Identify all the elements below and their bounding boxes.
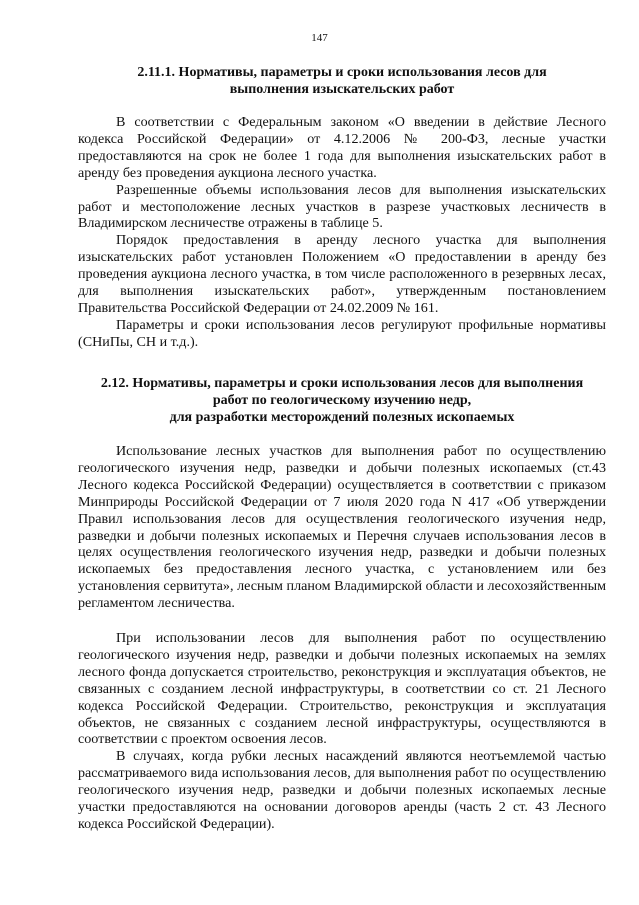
section-2-12-body-1 [78,443,606,612]
paragraph: При использовании лесов для выполнения работ по осуществлению геологического изучения недр, разведки и добычи полезных ископаемых на землях лесного фонда допускается строительство, реконструкция и эксплуатация объектов, не связанных с созданием лесной инфраструктуры, в соответствии со ст. 21 Лесного кодекса Российской Федерации. Строительство, реконструкция и эксплуатация объектов, не связанных с созданием лесной инфраструктуры, осуществляются в соответствии с проектом освоения лесов. [78,630,606,748]
section-title-line: 2.11.1. Нормативы, параметры и сроки использования лесов для [137,65,547,80]
paragraph: В соответствии с Федеральным законом «О введении в действие Лесного кодекса Российской Федерации» от 4.12.2006 № 200-ФЗ, лесные участки предоставляются на срок не более 1 года для выполнения изыскательских работ в аренду без проведения аукциона лесного участка. [78,114,606,181]
page-number: 147 [311,32,328,44]
paragraph: Порядок предоставления в аренду лесного участка для выполнения изыскательских работ установлен Положением «О предоставлении в аренду без проведения аукциона лесного участка, в том числе расположенного в резервных лесах, для выполнения изыскательских работ», утвержденным постановлением Правительства Российской Федерации от 24.02.2009 № 161. [78,232,606,316]
paragraph: Разрешенные объемы использования лесов для выполнения изыскательских работ и местоположение лесных участков в разрезе участковых лесничеств в Владимирском лесничестве отражены в таблице 5. [78,181,606,232]
section-2-11-1-body [78,114,606,351]
paragraph: Использование лесных участков для выполнения работ по осуществлению геологического изучения недр, разведки и добычи полезных ископаемых (ст.43 Лесного кодекса Российской Федерации) осуществляется в соответствии с приказом Минприроды Российской Федерации от 7 июля 2020 года N 417 «Об утверждении Правил использования лесов для осуществления геологического изучения недр, разведки и добычи полезных ископаемых и Перечня случаев использования лесов в целях осуществления геологического изучения недр, разведки и добычи полезных ископаемых без предоставления лесного участка, с установлением или без установления сервитута», лесным планом Владимирской области и лесохозяйственным регламентом лесничества. [78,443,606,612]
section-title-line: 2.12. Нормативы, параметры и сроки использования лесов для выполнения [100,376,584,391]
section-2-11-1-title [78,64,606,98]
section-title-line: для разработки месторождений полезных ископаемых [169,410,515,425]
section-title-line: выполнения изыскательских работ [229,82,455,97]
section-2-12-body-2 [78,630,606,833]
paragraph: Параметры и сроки использования лесов регулируют профильные нормативы (СНиПы, СН и т.д.). [78,316,606,350]
section-2-12-title [78,375,606,426]
paragraph: В случаях, когда рубки лесных насаждений являются неотъемлемой частью рассматриваемого вида использования лесов, для выполнения работ по осуществлению геологического изучения недр, разведки и добычи полезных ископаемых лесные участки предоставляются на основании договоров аренды (часть 2 ст. 43 Лесного кодекса Российской Федерации). [78,748,606,832]
section-title-line: работ по геологическому изучению недр, [212,393,472,408]
